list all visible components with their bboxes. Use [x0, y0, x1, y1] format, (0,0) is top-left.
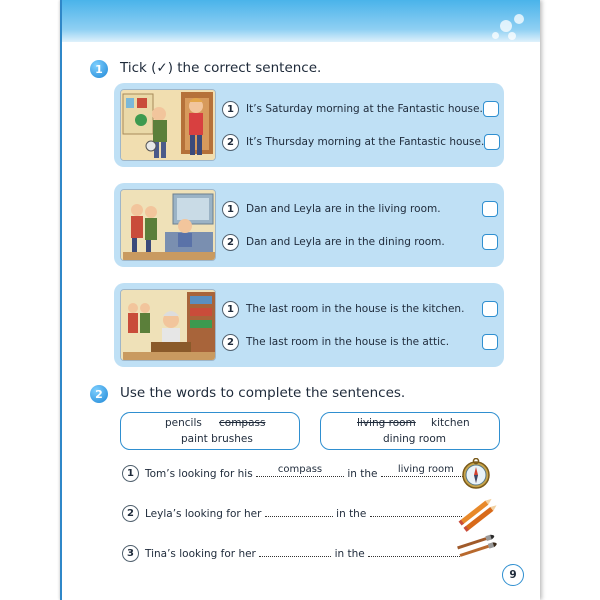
answer-blank-1[interactable] [256, 463, 344, 477]
illustration-study [120, 289, 216, 361]
bubble-decoration [500, 20, 512, 32]
pencils-icon [456, 496, 500, 532]
sentence-number: 3 [122, 545, 139, 562]
sentence-middle: in the [334, 547, 365, 560]
option-row [222, 332, 498, 352]
word-dining-room: dining room [383, 433, 446, 445]
question-panel [114, 183, 504, 267]
option-text: It’s Thursday morning at the Fantastic house. [246, 136, 485, 148]
tick-checkbox[interactable] [482, 234, 498, 250]
exercise-number: 1 [90, 60, 108, 78]
word-kitchen: kitchen [431, 417, 470, 429]
sentence-row [122, 543, 460, 563]
tick-checkbox[interactable] [482, 334, 498, 350]
option-number: 2 [222, 334, 239, 351]
paint-brushes-icon [454, 532, 502, 560]
word-pencils: pencils [165, 417, 202, 429]
sentence-number: 2 [122, 505, 139, 522]
answer-text: living room [397, 463, 454, 475]
question-panel [114, 283, 504, 367]
bubble-decoration [508, 32, 516, 40]
compass-icon [460, 458, 492, 490]
header-band [62, 0, 540, 42]
answer-blank-2[interactable] [368, 547, 460, 557]
sentence-number: 1 [122, 465, 139, 482]
option-number: 2 [222, 234, 239, 251]
sentence-start: Tina’s looking for her [145, 547, 256, 560]
sentence-middle: in the [336, 507, 367, 520]
option-row [222, 132, 498, 152]
option-row [222, 232, 498, 252]
word-bank-rooms [320, 412, 500, 450]
answer-text: compass [277, 463, 323, 475]
workbook-page [60, 0, 540, 600]
exercise-title: Tick (✓) the correct sentence. [120, 60, 322, 76]
sentence-row [122, 503, 462, 523]
answer-blank-2[interactable] [370, 507, 462, 517]
sentence-row [122, 463, 474, 483]
option-text: The last room in the house is the kitchen. [246, 303, 465, 315]
word-paint-brushes: paint brushes [181, 433, 253, 445]
tick-checkbox[interactable] [482, 201, 498, 217]
option-text: The last room in the house is the attic. [246, 336, 450, 348]
word-compass-used: compass [219, 417, 266, 429]
bubble-decoration [492, 32, 499, 39]
option-text: It’s Saturday morning at the Fantastic house. [246, 103, 483, 115]
word-living-room-used: living room [357, 417, 416, 429]
option-row [222, 299, 498, 319]
option-row [222, 99, 498, 119]
sentence-text [145, 507, 462, 520]
sentence-start: Tom’s looking for his [145, 467, 253, 480]
option-number: 1 [222, 101, 239, 118]
sentence-middle: in the [347, 467, 378, 480]
sentence-text [145, 547, 460, 560]
option-row [222, 199, 498, 219]
option-number: 1 [222, 301, 239, 318]
option-number: 1 [222, 201, 239, 218]
tick-checkbox[interactable] [482, 301, 498, 317]
answer-blank-1[interactable] [265, 507, 333, 517]
sentence-start: Leyla’s looking for her [145, 507, 262, 520]
exercise-title: Use the words to complete the sentences. [120, 385, 406, 401]
exercise-number: 2 [90, 385, 108, 403]
answer-blank-2[interactable] [381, 463, 471, 477]
option-text: Dan and Leyla are in the dining room. [246, 236, 445, 248]
option-text: Dan and Leyla are in the living room. [246, 203, 441, 215]
page-number: 9 [502, 564, 524, 586]
bubble-decoration [514, 14, 524, 24]
answer-blank-1[interactable] [259, 547, 331, 557]
tick-checkbox[interactable] [483, 101, 499, 117]
word-bank-objects [120, 412, 300, 450]
illustration-living-room [120, 189, 216, 261]
illustration-hallway [120, 89, 216, 161]
question-panel [114, 83, 504, 167]
tick-checkbox[interactable] [484, 134, 500, 150]
sentence-text [145, 463, 474, 480]
option-number: 2 [222, 134, 239, 151]
